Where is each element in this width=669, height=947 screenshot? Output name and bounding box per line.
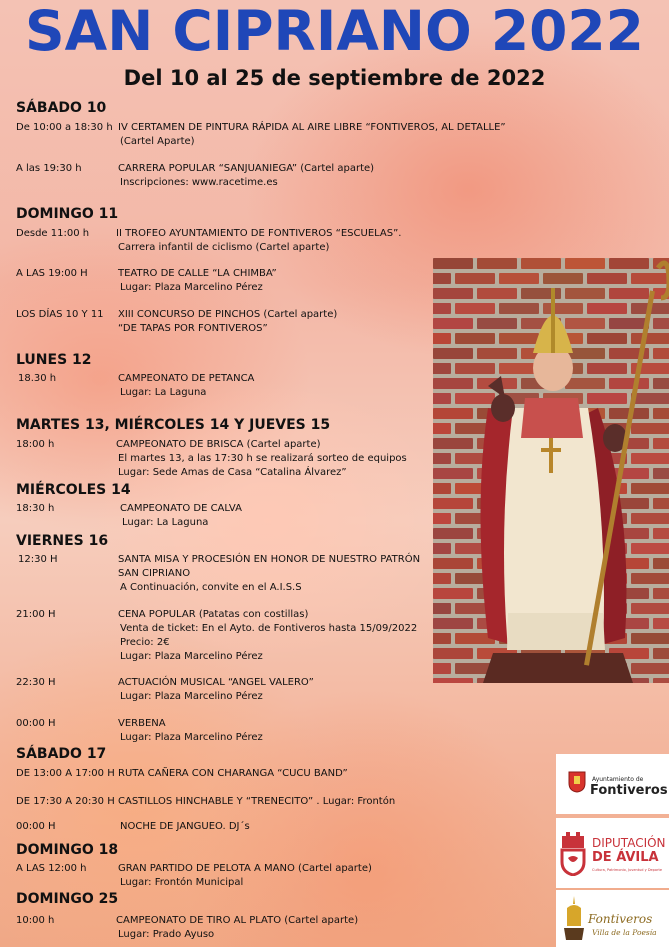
event-time: A las 19:30 h <box>16 163 82 174</box>
event-line: IV CERTAMEN DE PINTURA RÁPIDA AL AIRE LIBRE “FONTIVEROS, AL DETALLE” <box>118 122 506 133</box>
event-description <box>118 267 277 295</box>
event-line: El martes 13, a las 17:30 h se realizará sorteo de equipos <box>118 453 407 464</box>
event-line: Lugar: Plaza Marcelino Pérez <box>120 282 263 293</box>
event-description <box>116 914 358 942</box>
diputacion-avila-logo <box>556 818 669 888</box>
event-line: A Continuación, convite en el A.I.S.S <box>120 582 302 593</box>
event-time: LOS DÍAS 10 Y 11 <box>16 309 104 320</box>
event-time: A LAS 12:00 h <box>16 863 87 874</box>
day-heading: DOMINGO 11 <box>16 206 119 222</box>
day-heading: DOMINGO 25 <box>16 891 119 907</box>
event-time: 22:30 H <box>16 677 56 688</box>
ayto-small-label: Ayuntamiento de <box>592 776 644 783</box>
event-line: TEATRO DE CALLE “LA CHIMBA” <box>118 268 277 279</box>
event-time: DE 13:00 A 17:00 H <box>16 768 115 779</box>
event-line: Lugar: Sede Amas de Casa “Catalina Álvarez” <box>118 467 347 478</box>
event-time: 10:00 h <box>16 915 55 926</box>
event-line: Venta de ticket: En el Ayto. de Fontiveros hasta 15/09/2022 <box>120 623 418 634</box>
day-heading: DOMINGO 18 <box>16 842 119 858</box>
event-line: CASTILLOS HINCHABLE Y “TRENECITO” . Lugar: Frontón <box>118 796 396 807</box>
event-time: 18:00 h <box>16 439 55 450</box>
event-description <box>120 820 250 834</box>
event-line: Lugar: La Laguna <box>122 517 209 528</box>
diputacion-line2: DE ÁVILA <box>592 850 659 865</box>
fontiveros-brand-name: Fontiveros <box>588 912 653 926</box>
event-line: GRAN PARTIDO DE PELOTA A MANO (Cartel aparte) <box>118 863 372 874</box>
event-line: II TROFEO AYUNTAMIENTO DE FONTIVEROS “ESCUELAS”. <box>116 228 402 239</box>
event-description <box>118 767 348 781</box>
ayuntamiento-fontiveros-logo <box>556 754 669 814</box>
day-heading: LUNES 12 <box>16 352 92 368</box>
event-description <box>118 608 417 664</box>
event-line: SANTA MISA Y PROCESIÓN EN HONOR DE NUESTRO PATRÓN <box>118 554 421 565</box>
event-line: (Cartel Aparte) <box>120 136 195 147</box>
event-line: Lugar: Plaza Marcelino Pérez <box>120 732 263 743</box>
day-heading: SÁBADO 10 <box>16 100 107 116</box>
day-heading: VIERNES 16 <box>16 533 109 549</box>
event-line: CAMPEONATO DE BRISCA (Cartel aparte) <box>116 439 321 450</box>
event-time: 18:30 h <box>16 503 55 514</box>
event-line: Lugar: Frontón Municipal <box>120 877 244 888</box>
poster-subtitle: Del 10 al 25 de septiembre de 2022 <box>123 66 546 90</box>
event-line: NOCHE DE JANGUEO. DJ´s <box>120 821 250 832</box>
event-time: Desde 11:00 h <box>16 228 90 239</box>
event-description <box>118 795 395 809</box>
day-heading: SÁBADO 17 <box>16 746 107 762</box>
event-line: Precio: 2€ <box>120 637 170 648</box>
saint-statue-photo <box>433 258 669 683</box>
diputacion-line1: DIPUTACIÓN <box>592 836 666 850</box>
event-line: XIII CONCURSO DE PINCHOS (Cartel aparte) <box>118 309 338 320</box>
event-time: 18.30 h <box>18 373 57 384</box>
event-description <box>118 162 374 190</box>
event-description <box>118 862 372 890</box>
event-description <box>118 121 506 149</box>
day-heading: MIÉRCOLES 14 <box>16 482 131 498</box>
event-time: 21:00 H <box>16 609 56 620</box>
event-line: ACTUACIÓN MUSICAL “ANGEL VALERO” <box>118 677 314 688</box>
event-line: Lugar: Plaza Marcelino Pérez <box>120 691 263 702</box>
diputacion-tagline: Cultura, Patrimonio, Juventud y Deporte <box>592 868 663 872</box>
day-heading: MARTES 13, MIÉRCOLES 14 Y JUEVES 15 <box>16 417 331 433</box>
event-time: 00:00 H <box>16 821 56 832</box>
event-line: CAMPEONATO DE CALVA <box>120 503 242 514</box>
event-line: Carrera infantil de ciclismo (Cartel aparte) <box>118 242 330 253</box>
event-time: A LAS 19:00 H <box>16 268 88 279</box>
event-line: CAMPEONATO DE PETANCA <box>118 373 255 384</box>
event-line: VERBENA <box>118 718 166 729</box>
event-line: Lugar: Prado Ayuso <box>118 929 215 940</box>
event-line: “DE TAPAS POR FONTIVEROS” <box>118 323 268 334</box>
event-line: CENA POPULAR (Patatas con costillas) <box>118 609 309 620</box>
event-line: CAMPEONATO DE TIRO AL PLATO (Cartel aparte) <box>116 915 359 926</box>
event-line: CARRERA POPULAR “SANJUANIEGA” (Cartel aparte) <box>118 163 375 174</box>
event-description <box>118 553 420 595</box>
event-line: Lugar: La Laguna <box>120 387 207 398</box>
event-description <box>120 502 242 530</box>
event-line: Lugar: Plaza Marcelino Pérez <box>120 651 263 662</box>
event-line: Inscripciones: www.racetime.es <box>120 177 278 188</box>
fontiveros-villa-poesia-logo <box>556 890 669 947</box>
event-description <box>118 676 314 704</box>
poster-title: SAN CIPRIANO 2022 <box>25 0 644 63</box>
ayto-name-label: Fontiveros <box>590 783 668 798</box>
event-description <box>116 227 401 255</box>
event-time: DE 17:30 A 20:30 H <box>16 796 115 807</box>
event-line: RUTA CAÑERA CON CHARANGA “CUCU BAND” <box>118 768 348 779</box>
event-time: De 10:00 a 18:30 h <box>16 122 113 133</box>
event-description <box>116 438 407 480</box>
event-time: 00:00 H <box>16 718 56 729</box>
fontiveros-brand-tagline: Villa de la Poesía <box>592 928 657 937</box>
event-time: 12:30 H <box>18 554 58 565</box>
event-line: SAN CIPRIANO <box>118 568 191 579</box>
event-description <box>118 308 337 336</box>
event-description <box>118 372 254 400</box>
event-description <box>118 717 263 745</box>
